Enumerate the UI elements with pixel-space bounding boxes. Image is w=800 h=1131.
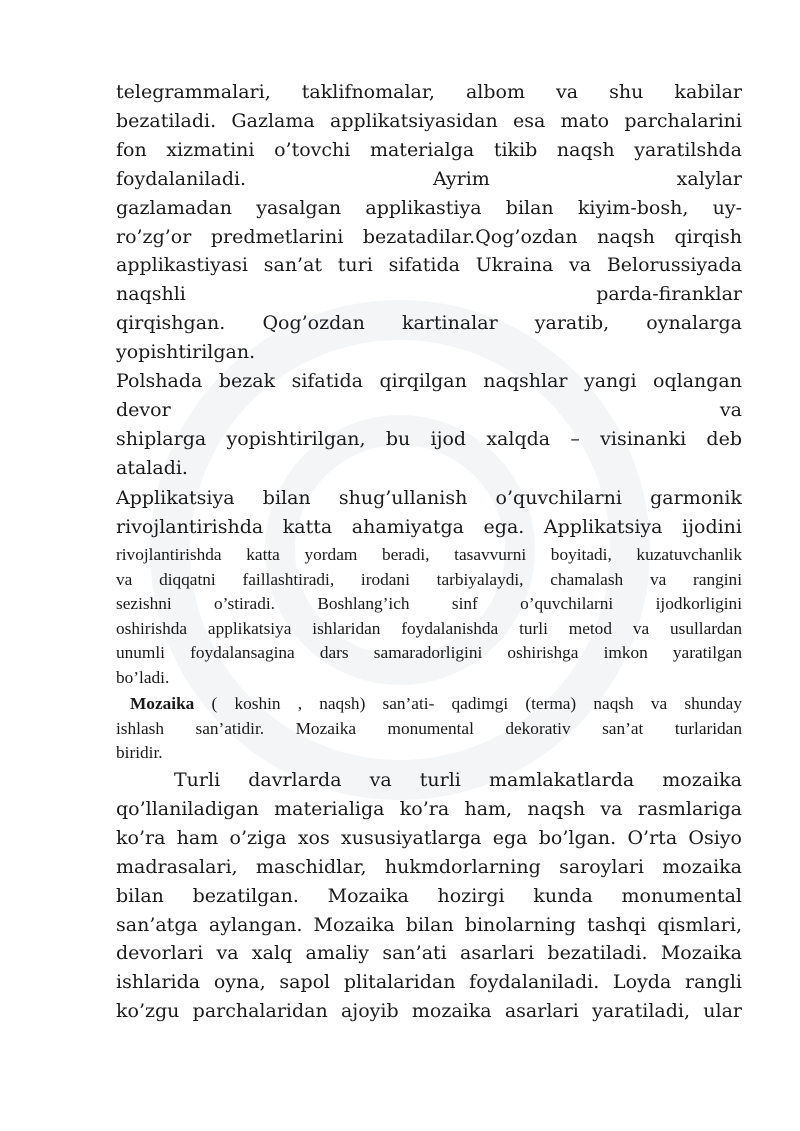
text-line: bo’ladi.	[116, 667, 170, 687]
text-line: va diqqatni faillashtiradi, irodani tarbiyalaydi, chamalash va rangini	[116, 569, 742, 589]
text-line: ishlarida oyna, sapol plitalaridan foydalaniladi. Loyda rangli	[116, 971, 742, 994]
text-line: ko’ra ham o’ziga xos xususiyatlarga ega bo’lgan. O’rta Osiyo	[116, 826, 742, 849]
text-line: qirqishgan. Qog’ozdan kartinalar yaratib, oynalarga	[116, 312, 742, 335]
text-line: devor va	[116, 398, 742, 421]
paragraph-mozaika-definition	[116, 692, 742, 766]
text-line: oshirishda applikatsiya ishlaridan foydalanishda turli metod va usullardan	[116, 618, 742, 638]
text-line: gazlamadan yasalgan applikastiya bilan kiyim-bosh, uy-	[116, 196, 742, 219]
text-line: Applikatsiya bilan shug’ullanish o’quvchilarni garmonik	[116, 487, 742, 509]
text-line: ro’zg’or predmetlarini bezatadilar.Qog’ozdan naqsh qirqish	[116, 225, 742, 248]
text-line: rivojlantirishda katta yordam beradi, tasavvurni boyitadi, kuzatuvchanlik	[116, 545, 742, 564]
text-line	[116, 692, 742, 717]
text-line: applikastiyasi san’at turi sifatida Ukraina va Belorussiyada	[116, 254, 742, 277]
text-line: Polshada bezak sifatida qirqilgan naqshlar yangi oqlangan	[116, 370, 742, 392]
text-line: devorlari va xalq amaliy san’ati asarlari bezatiladi. Mozaika	[116, 942, 742, 965]
text-line: ishlash san’atidir. Mozaika monumental dekorativ san’at turlaridan	[116, 718, 742, 738]
text-line: rivojlantirishda katta ahamiyatga ega. Applikatsiya ijodini	[116, 515, 742, 538]
term-mozaika: Mozaika	[130, 694, 195, 713]
text-line: yopishtirilgan.	[116, 341, 256, 364]
text-line: bilan bezatilgan. Mozaika hozirgi kunda monumental	[116, 884, 742, 907]
text-line: qo’llaniladigan materialiga ko’ra ham, naqsh va rasmlariga	[116, 797, 742, 820]
text-line: unumli foydalansagina dars samaradorligini oshirishga imkon yaratilgan	[116, 643, 742, 662]
text-line: foydalaniladi. Ayrim xalylar	[116, 167, 742, 190]
text-line: bezatiladi. Gazlama applikatsiyasidan esa mato parchalarini	[116, 109, 742, 132]
text-line: naqshli parda-firanklar	[116, 283, 742, 306]
text-line: shiplarga yopishtirilgan, bu ijod xalqda – visinanki deb	[116, 427, 742, 450]
paragraph-poland	[116, 367, 742, 483]
paragraph-applique-fabric	[116, 78, 742, 367]
paragraph-mozaika-history	[116, 766, 742, 1026]
definition-text: ( koshin , naqsh) san’ati- qadimgi (terma) naqsh va shunday	[194, 694, 742, 713]
text-line: telegrammalari, taklifnomalar, albom va shu kabilar	[116, 81, 742, 103]
text-line: san’atga aylangan. Mozaika bilan binolarning tashqi qismlari,	[116, 913, 742, 936]
text-line: ataladi.	[116, 456, 188, 479]
text-line: madrasalari, maschidlar, hukmdorlarning saroylari mozaika	[116, 855, 742, 878]
text-line: fon xizmatini o’tovchi materialga tikib naqsh yaratilshda	[116, 138, 742, 161]
text-line: sezishni o’stiradi. Boshlang’ich sinf o’quvchilarni ijodkorligini	[116, 594, 742, 613]
paragraph-applique-benefits-cont	[116, 543, 742, 690]
text-line: biridir.	[116, 743, 163, 762]
paragraph-applique-benefits	[116, 484, 742, 542]
text-line: Turli davrlarda va turli mamlakatlarda mozaika	[174, 769, 742, 791]
text-line: ko’zgu parchalaridan ajoyib mozaika asarlari yaratiladi, ular	[116, 1000, 742, 1023]
